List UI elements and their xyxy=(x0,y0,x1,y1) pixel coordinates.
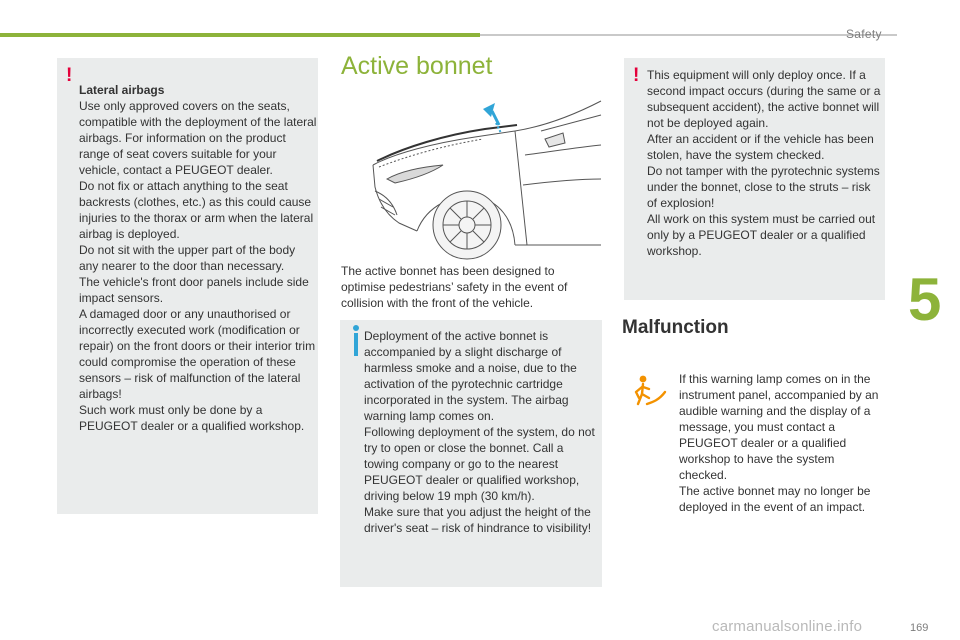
section-label: Safety xyxy=(846,27,882,41)
header-rule-accent xyxy=(0,33,480,37)
lateral-airbags-warning-box xyxy=(57,58,318,514)
malfunction-title: Malfunction xyxy=(622,317,729,338)
active-bonnet-info-text: Deployment of the active bonnet is accompanied by a slight discharge of harmless smoke and a noise, due to the activation of the pyrotechnic cartridge incorporated in the system. The airbag warning lamp comes on. Following deployment of the system, do not try to open or close the bonnet. Call a towing company or go to the nearest PEUGEOT dealer or qualified workshop, driving below 19 mph (30 km/h). Make sure that you adjust the height of the driver's seat – risk of hindrance to visibility! xyxy=(364,329,595,535)
pedestrian-warning-lamp-icon xyxy=(633,374,667,408)
lateral-airbags-text xyxy=(79,66,317,434)
deploy-once-warning-text: This equipment will only deploy once. If a second impact occurs (during the same or a subsequent accident), the active bonnet will not be deployed again. After an accident or if the vehicle has been stolen, have the system checked. Do not tamper with the pyrotechnic systems under the bonnet, close to the struts – risk of explosion! All work on this system must be carried out only by a PEUGEOT dealer or a qualified workshop. xyxy=(647,68,881,258)
active-bonnet-intro: The active bonnet has been designed to optimise pedestrians’ safety in the event of collision with the front of the vehicle. xyxy=(341,264,568,310)
warning-exclamation-icon: ! xyxy=(66,65,73,86)
malfunction-text: If this warning lamp comes on in the instrument panel, accompanied by an audible warning and the display of a message, you must contact a PEUGEOT dealer or a qualified workshop to have the system checked. The active bonnet may no longer be deployed in the event of an impact. xyxy=(679,372,879,514)
watermark: carmanualsonline.info xyxy=(712,618,863,635)
active-bonnet-title: Active bonnet xyxy=(341,52,493,80)
deploy-once-warning-box xyxy=(624,58,885,300)
header-rule xyxy=(480,34,897,36)
car-bonnet-illustration xyxy=(365,95,603,267)
chapter-number: 5 xyxy=(908,266,942,333)
info-icon xyxy=(354,333,358,356)
warning-exclamation-icon: ! xyxy=(633,65,640,86)
page-number: 169 xyxy=(910,622,929,634)
info-icon-dot xyxy=(353,325,359,331)
lateral-airbags-title: Lateral airbags xyxy=(79,83,165,97)
lateral-airbags-body: Use only approved covers on the seats, compatible with the deployment of the lateral airbags. For information on the product range of seat covers suitable for your vehicle, contact a PEUGEOT dealer. Do not fix or attach anything to the seat backrests (clothes, etc.) as this could cause injuries to the thorax or arm when the lateral airbag is deployed. Do not sit with the upper part of the body any nearer to the door than necessary. The vehicle's front door panels include side impact sensors. A damaged door or any unauthorised or incorrectly executed work (modification or repair) on the front doors or their interior trim could compromise the operation of these sensors – risk of malfunction of the lateral airbags! Such work must only be done by a PEUGEOT dealer or a qualified workshop. xyxy=(79,99,317,433)
